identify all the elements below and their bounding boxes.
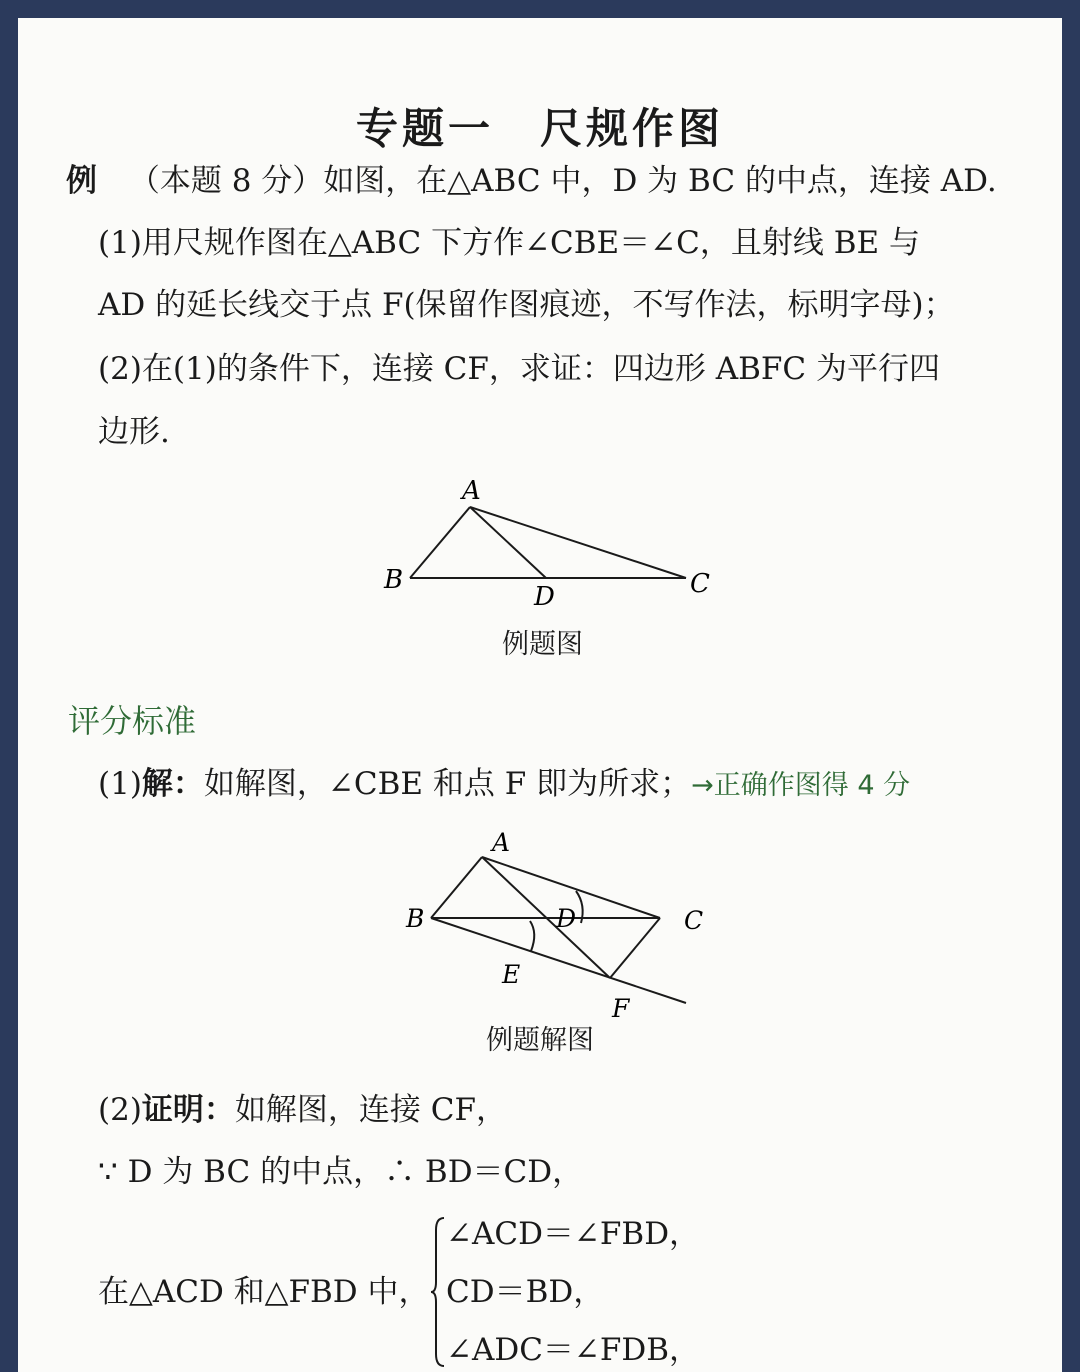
segment-ab xyxy=(431,857,482,918)
point-label-a: A xyxy=(492,828,511,857)
point-label-d: D xyxy=(534,582,555,612)
solution-part1-keyword: 解： xyxy=(141,766,204,802)
example-figure xyxy=(358,473,738,633)
example-label: 例 xyxy=(66,163,97,199)
example-line-intro xyxy=(66,161,997,201)
point-label-e: E xyxy=(502,960,521,989)
example-part2-line1: (2)在(1)的条件下，连接 CF，求证：四边形 ABFC 为平行四 xyxy=(98,351,941,387)
construction-arc-b xyxy=(530,921,534,951)
system-line-3: ∠ADC＝∠FDB， xyxy=(446,1332,701,1368)
equation-system-brace xyxy=(430,1216,446,1368)
point-label-d: D xyxy=(556,904,577,933)
example-part1-line2: AD 的延长线交于点 F(保留作图痕迹，不写作法，标明字母)； xyxy=(98,287,955,323)
scoring-heading: 评分标准 xyxy=(68,702,197,740)
segment-fc xyxy=(610,918,660,978)
example-figure-caption: 例题图 xyxy=(502,629,583,660)
example-intro: （本题 8 分）如图，在△ABC 中，D 为 BC 的中点，连接 AD. xyxy=(128,163,997,199)
solution-figure-caption: 例题解图 xyxy=(486,1025,594,1056)
point-label-b: B xyxy=(406,904,425,933)
solution-figure xyxy=(388,823,718,1023)
proof-triangles-line: 在△ACD 和△FBD 中， xyxy=(98,1274,430,1310)
point-label-c: C xyxy=(684,906,704,935)
point-label-b: B xyxy=(384,565,404,595)
solution-part2-keyword: 证明： xyxy=(141,1092,235,1128)
solution-part2-text: 如解图，连接 CF， xyxy=(234,1092,508,1128)
solution-part2 xyxy=(98,1090,507,1130)
point-label-a: A xyxy=(462,476,481,506)
system-line-2: CD＝BD， xyxy=(446,1274,605,1310)
solution-part1-score-note: →正确作图得 4 分 xyxy=(691,770,911,801)
solution-part2-prefix: (2) xyxy=(98,1092,142,1128)
solution-part1-text: 如解图，∠CBE 和点 F 即为所求； xyxy=(203,766,692,802)
example-part2-line2: 边形. xyxy=(98,414,170,450)
example-part1-line1: (1)用尺规作图在△ABC 下方作∠CBE＝∠C，且射线 BE 与 xyxy=(98,225,920,261)
page-title: 专题一 尺规作图 xyxy=(355,104,724,153)
document-page xyxy=(18,18,1062,1372)
segment-ac xyxy=(470,507,686,578)
proof-because-line: ∵ D 为 BC 的中点，∴ BD＝CD， xyxy=(98,1154,584,1190)
solution-part1-prefix: (1) xyxy=(98,766,142,802)
point-label-c: C xyxy=(690,569,710,599)
point-label-f: F xyxy=(612,994,630,1023)
segment-ad xyxy=(470,507,546,578)
segment-ab xyxy=(410,507,470,578)
system-line-1: ∠ACD＝∠FBD， xyxy=(446,1216,701,1252)
solution-part1 xyxy=(98,764,910,806)
